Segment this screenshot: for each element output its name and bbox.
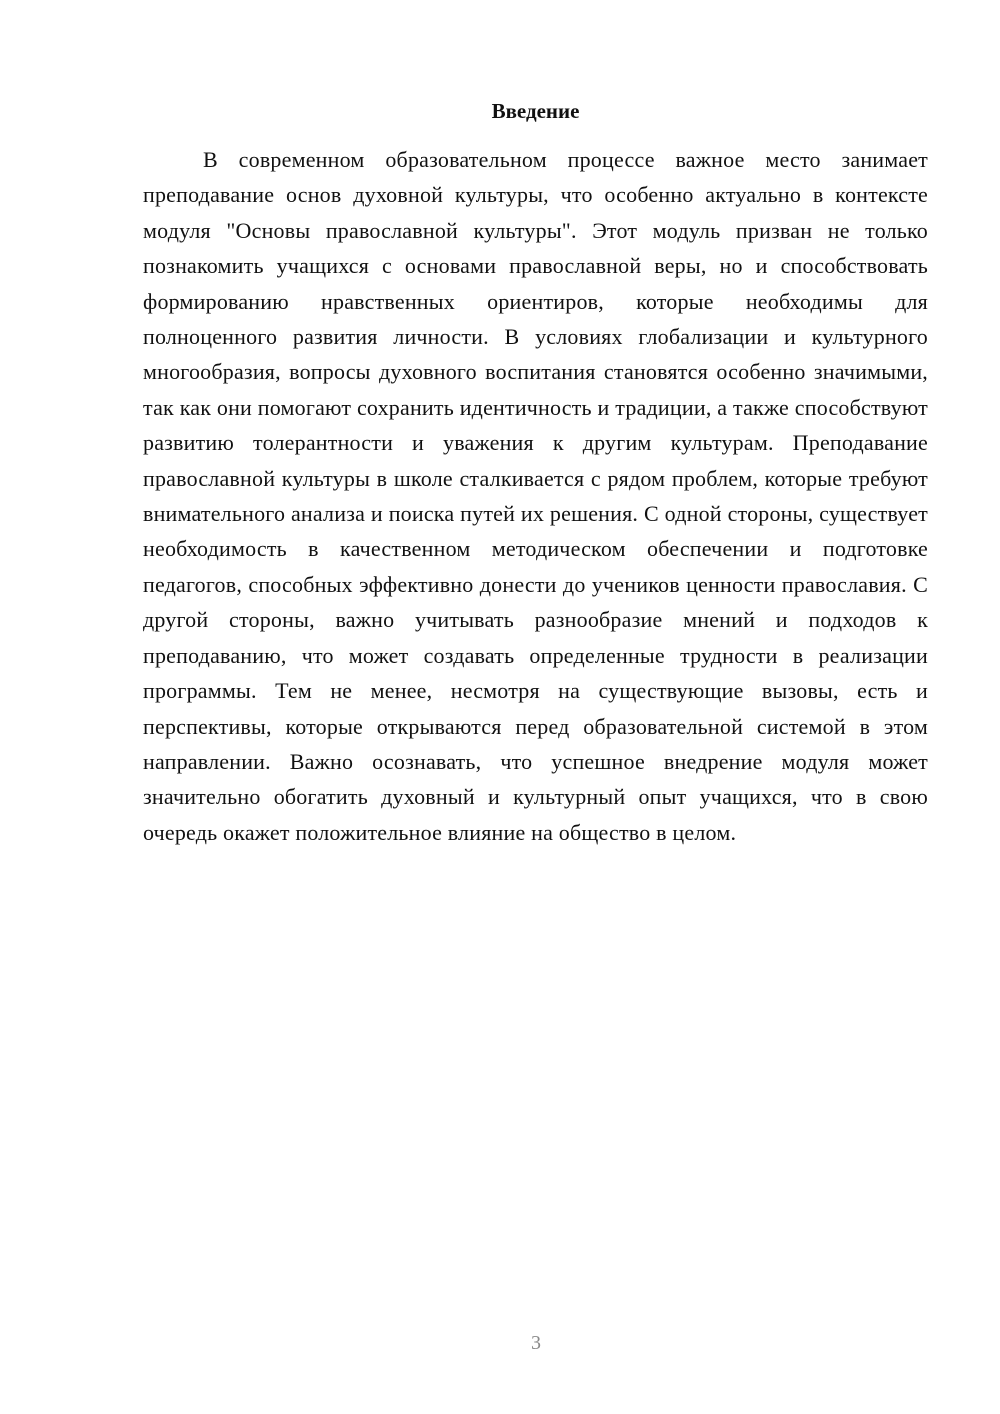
section-heading: Введение bbox=[491, 99, 580, 123]
introduction-paragraph: В современном образовательном процессе важное место занимает преподавание основ духовной культуры, что особенно актуально в контексте модуля "Основы православной культуры". Этот модуль призван не только познакомить учащихся с основами православной веры, но и способствовать формированию нравственных ориентиров, которые необходимы для полноценного развития личности. В условиях глобализации и культурного многообразия, вопросы духовного воспитания становятся особенно значимыми, так как они помогают сохранить идентичность и традиции, а также способствуют развитию толерантности и уважения к другим культурам. Преподавание православной культуры в школе сталкивается с рядом проблем, которые требуют внимательного анализа и поиска путей их решения. С одной стороны, существует необходимость в качественном методическом обеспечении и подготовке педагогов, способных эффективно донести до учеников ценности православия. С другой стороны, важно учитывать разнообразие мнений и подходов к преподаванию, что может создавать определенные трудности в реализации программы. Тем не менее, несмотря на существующие вызовы, есть и перспективы, которые открываются перед образовательной системой в этом направлении. Важно осознавать, что успешное внедрение модуля может значительно обогатить духовный и культурный опыт учащихся, что в свою очередь окажет положительное влияние на общество в целом. bbox=[143, 147, 928, 845]
page-number: 3 bbox=[531, 1332, 541, 1354]
